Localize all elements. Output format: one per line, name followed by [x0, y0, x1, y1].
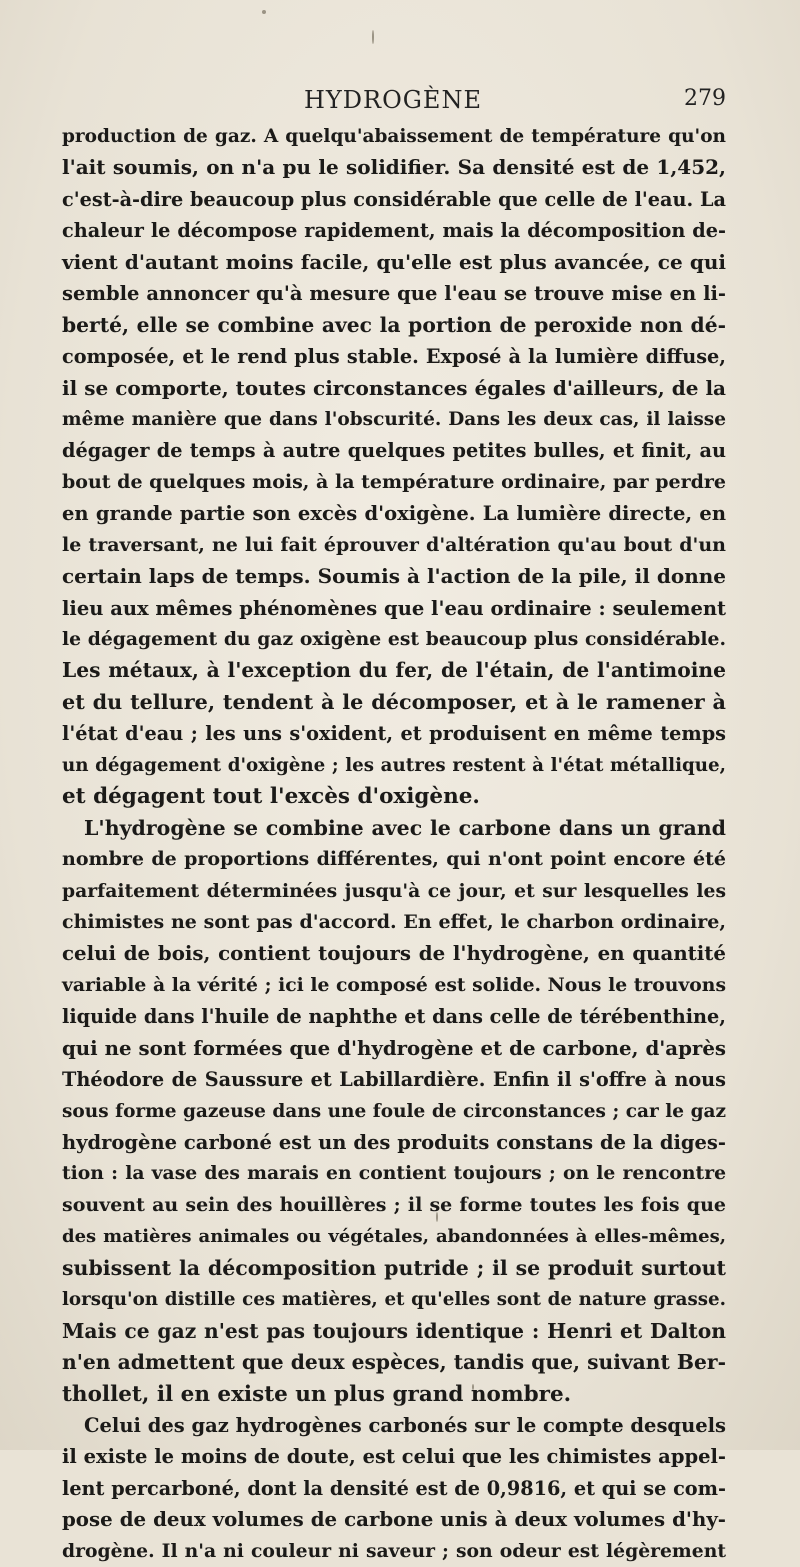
text-line: l'ait soumis, on n'a pu le solidifier. Sa densité est de 1,452, [62, 155, 726, 180]
paper-speck [262, 10, 266, 14]
text-line: un dégagement d'oxigène ; les autres restent à l'état métallique, [62, 754, 726, 776]
page-number: 279 [684, 86, 726, 111]
text-line: liquide dans l'huile de naphthe et dans celle de térébenthine, [62, 1005, 726, 1029]
text-line: variable à la vérité ; ici le composé est solide. Nous le trouvons [62, 973, 726, 996]
text-line: semble annoncer qu'à mesure que l'eau se trouve mise en li- [62, 282, 726, 306]
text-line: c'est-à-dire beaucoup plus considérable que celle de l'eau. La [62, 187, 726, 211]
text-line: hydrogène carboné est un des produits constans de la diges- [62, 1131, 726, 1154]
text-line: certain laps de temps. Soumis à l'action de la pile, il donne [62, 564, 726, 589]
paragraph-start-line: L'hydrogène se combine avec le carbone dans un grand [84, 815, 726, 840]
text-line: même manière que dans l'obscurité. Dans les deux cas, il laisse [62, 408, 726, 430]
text-line: chimistes ne sont pas d'accord. En effet, le charbon ordinaire, [62, 910, 726, 933]
text-line: le dégagement du gaz oxigène est beaucoup plus considérable. [62, 628, 726, 650]
text-line: n'en admettent que deux espèces, tandis que, suivant Ber- [62, 1350, 726, 1375]
text-line: souvent au sein des houillères ; il se forme toutes les fois que [62, 1193, 726, 1216]
text-line: dégager de temps à autre quelques petites bulles, et finit, au [62, 439, 726, 463]
paragraph-start-line: Celui des gaz hydrogènes carbonés sur le compte desquels [84, 1413, 727, 1437]
paper-speck [372, 30, 374, 44]
text-line: en grande partie son excès d'oxigène. La lumière directe, en [62, 502, 726, 526]
body-text [62, 121, 726, 1567]
text-line: il existe le moins de doute, est celui que les chimistes appel- [62, 1445, 726, 1469]
text-line: parfaitement déterminées jusqu'à ce jour, et sur lesquelles les [62, 879, 726, 902]
text-line: qui ne sont formées que d'hydrogène et de carbone, d'après [62, 1035, 726, 1060]
text-line: Mais ce gaz n'est pas toujours identique : Henri et Dalton [62, 1318, 726, 1343]
text-line: pose de deux volumes de carbone unis à deux volumes d'hy- [62, 1507, 726, 1532]
text-line: Les métaux, à l'exception du fer, de l'étain, de l'antimoine [62, 658, 726, 683]
text-line: il se comporte, toutes circonstances égales d'ailleurs, de la [62, 375, 726, 400]
text-line: lent percarboné, dont la densité est de 0,9816, et qui se com- [62, 1476, 726, 1500]
text-line: composée, et le rend plus stable. Exposé à la lumière diffuse, [62, 345, 726, 369]
text-line: nombre de proportions différentes, qui n'ont point encore été [62, 848, 726, 871]
text-line: bout de quelques mois, à la température ordinaire, par perdre [62, 470, 726, 493]
text-line: l'état d'eau ; les uns s'oxident, et produisent en même temps [62, 722, 726, 746]
text-line: chaleur le décompose rapidement, mais la décomposition de- [62, 219, 726, 243]
text-line: des matières animales ou végétales, abandonnées à elles-mêmes, [62, 1226, 726, 1248]
text-line: vient d'autant moins facile, qu'elle est plus avancée, ce qui [62, 249, 726, 274]
text-line: subissent la décomposition putride ; il se produit surtout [62, 1255, 726, 1280]
text-line: production de gaz. A quelqu'abaissement de température qu'on [62, 126, 726, 147]
running-title: HYDROGÈNE [304, 86, 482, 114]
text-line: et dégagent tout l'excès d'oxigène. [62, 784, 480, 810]
text-line: lieu aux mêmes phénomènes que l'eau ordinaire : seulement [62, 596, 727, 620]
text-line: drogène. Il n'a ni couleur ni saveur ; son odeur est légèrement [62, 1539, 726, 1562]
text-line: le traversant, ne lui fait éprouver d'altération qu'au bout d'un [62, 533, 726, 556]
text-line: sous forme gazeuse dans une foule de circonstances ; car le gaz [62, 1100, 726, 1122]
text-line: Théodore de Saussure et Labillardière. Enfin il s'offre à nous [62, 1068, 726, 1092]
text-line: tion : la vase des marais en contient toujours ; on le rencontre [62, 1162, 726, 1185]
text-line: thollet, il en existe un plus grand nombre. [62, 1381, 572, 1407]
text-line: lorsqu'on distille ces matières, et qu'elles sont de nature grasse. [62, 1289, 726, 1311]
text-line: celui de bois, contient toujours de l'hydrogène, en quantité [62, 941, 726, 966]
page-header [62, 86, 726, 120]
text-line: berté, elle se combine avec la portion de peroxide non dé- [62, 312, 726, 337]
text-line: et du tellure, tendent à le décomposer, et à le ramener à [62, 689, 726, 714]
